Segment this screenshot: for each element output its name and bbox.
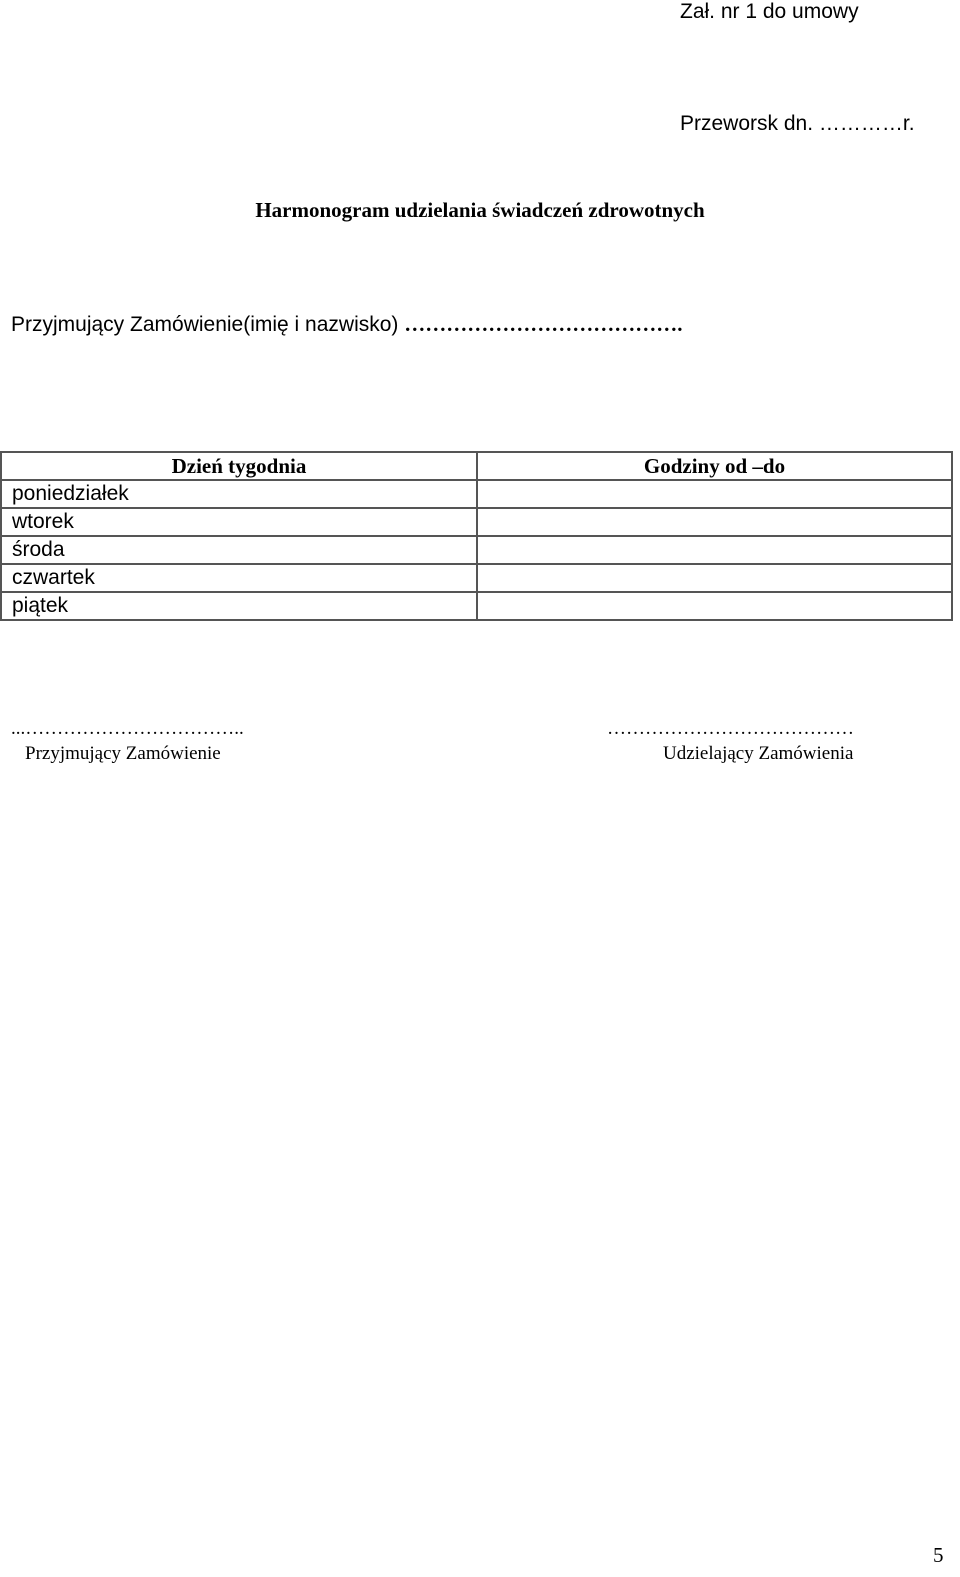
page-number: 5 [933, 1543, 944, 1567]
table-row [1, 592, 952, 620]
table-header-row [1, 452, 952, 480]
table-row [1, 480, 952, 508]
hours-cell [477, 480, 952, 508]
schedule-table [0, 451, 953, 621]
contractor-signature-dots: ...…………………………….. [11, 718, 244, 739]
day-cell: czwartek [1, 564, 477, 592]
table-row [1, 508, 952, 536]
day-cell: środa [1, 536, 477, 564]
contractor-fill-dots: …………………………………. [404, 312, 683, 336]
contractor-name-line [11, 312, 683, 337]
header-hours: Godziny od –do [477, 452, 952, 480]
hours-cell [477, 536, 952, 564]
day-cell: wtorek [1, 508, 477, 536]
ordering-party-signature-label: Udzielający Zamówienia [663, 743, 854, 764]
contractor-label: Przyjmujący Zamówienie(imię i nazwisko) [11, 313, 399, 336]
day-cell: poniedziałek [1, 480, 477, 508]
ordering-party-signature-dots: ………………………………… [607, 718, 854, 739]
hours-cell [477, 592, 952, 620]
table-row [1, 536, 952, 564]
hours-cell [477, 564, 952, 592]
place-date-line: Przeworsk dn. …………r. [680, 112, 915, 135]
attachment-note: Zał. nr 1 do umowy [680, 0, 859, 23]
day-cell: piątek [1, 592, 477, 620]
hours-cell [477, 508, 952, 536]
header-day-of-week: Dzień tygodnia [1, 452, 477, 480]
contractor-signature-label: Przyjmujący Zamówienie [25, 743, 221, 764]
document-title: Harmonogram udzielania świadczeń zdrowotnych [255, 198, 705, 222]
table-row [1, 564, 952, 592]
